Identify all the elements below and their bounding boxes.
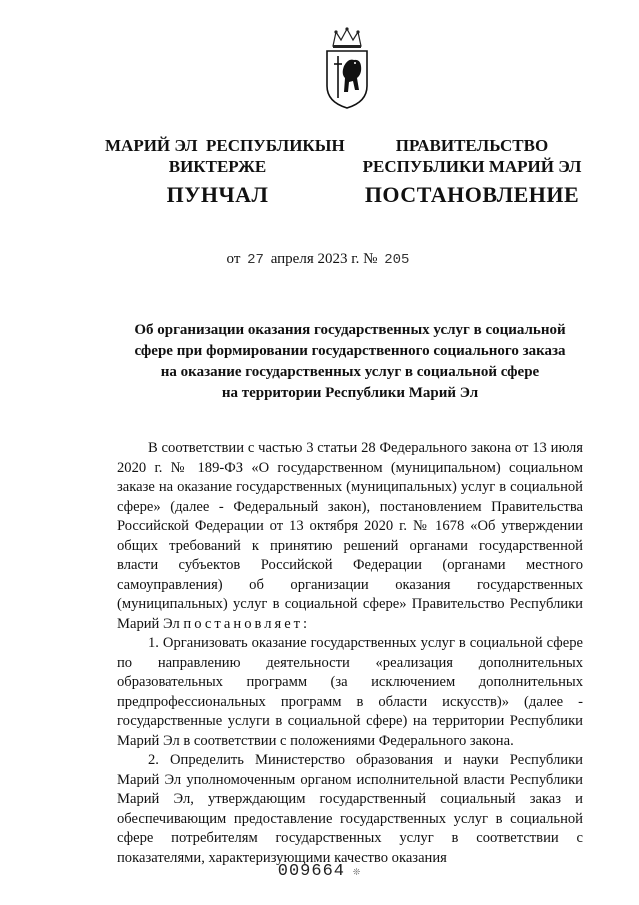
item-1-paragraph: 1. Организовать оказание государственных услуг в социальной сфере по направлению деятельности «реализация дополнительных образовательных программ (за исключением дополнительных предпрофессиональных программ в области искусств)» (далее - государственные услуги в социальной сфере) на территории Республики Марий Эл в соответствии с положениями Федерального закона. [117, 635, 583, 749]
document-number: 205 [384, 252, 410, 268]
item-2-paragraph: 2. Определить Министерство образования и науки Республики Марий Эл уполномоченным органом исполнительной власти Республики Марий Эл, утверждающим государственный социальный заказ и обеспечивающим предоставление государственных услуг в социальной сфере потребителям государственных услуг в соответствии с показателями, характеризующими качество оказания [117, 752, 583, 866]
date-month-year: апреля 2023 г. № [270, 251, 378, 267]
title-line: сфере при формировании государственного социального заказа [134, 343, 566, 359]
security-mark-icon: ❊ [352, 865, 362, 879]
document-body [117, 439, 583, 868]
date-line [0, 251, 639, 268]
serial-number: 009664 [277, 862, 345, 881]
document-title [110, 320, 590, 404]
header-left-line2: ВИКТЕРЖЕ [168, 157, 267, 176]
header-left-line1: МАРИЙ ЭЛ РЕСПУБЛИКЫН [105, 136, 345, 155]
header-russian [362, 135, 582, 209]
intro-text: В соответствии с частью 3 статьи 28 Федерального закона от 13 июля 2020 г. № 189-ФЗ «О государственном (муниципальном) социальном заказе на оказание государственных (муниципальных) услуг в социальной сфере» (далее - Федеральный закон), постановлением Правительства Российской Федерации от 13 октября 2020 г. № 1678 «Об утверждении общих требований к принятию решений органами государственной власти субъектов Российской Федерации (органами местного самоуправления) об организации оказания государственных (муниципальных) услуг в социальной сфере» Правительство Республики Марий Эл [117, 440, 583, 632]
coat-of-arms-icon [324, 26, 370, 110]
header-mari [105, 135, 345, 209]
header-right-line1: ПРАВИТЕЛЬСТВО [395, 136, 549, 155]
serial-number-footer [0, 862, 639, 881]
title-line: на территории Республики Марий Эл [221, 385, 479, 401]
date-prefix: от [226, 251, 241, 267]
date-day: 27 [247, 252, 264, 268]
header-right-doc-type: ПОСТАНОВЛЕНИЕ [364, 182, 580, 207]
intro-paragraph [117, 439, 583, 634]
resolves-text: постановляет: [183, 615, 311, 632]
title-line: Об организации оказания государственных услуг в социальной [134, 322, 566, 338]
header-right-line2: РЕСПУБЛИКИ МАРИЙ ЭЛ [362, 157, 582, 176]
header-left-doc-type: ПУНЧАЛ [166, 182, 269, 207]
title-line: на оказание государственных услуг в социальной сфере [160, 364, 540, 380]
